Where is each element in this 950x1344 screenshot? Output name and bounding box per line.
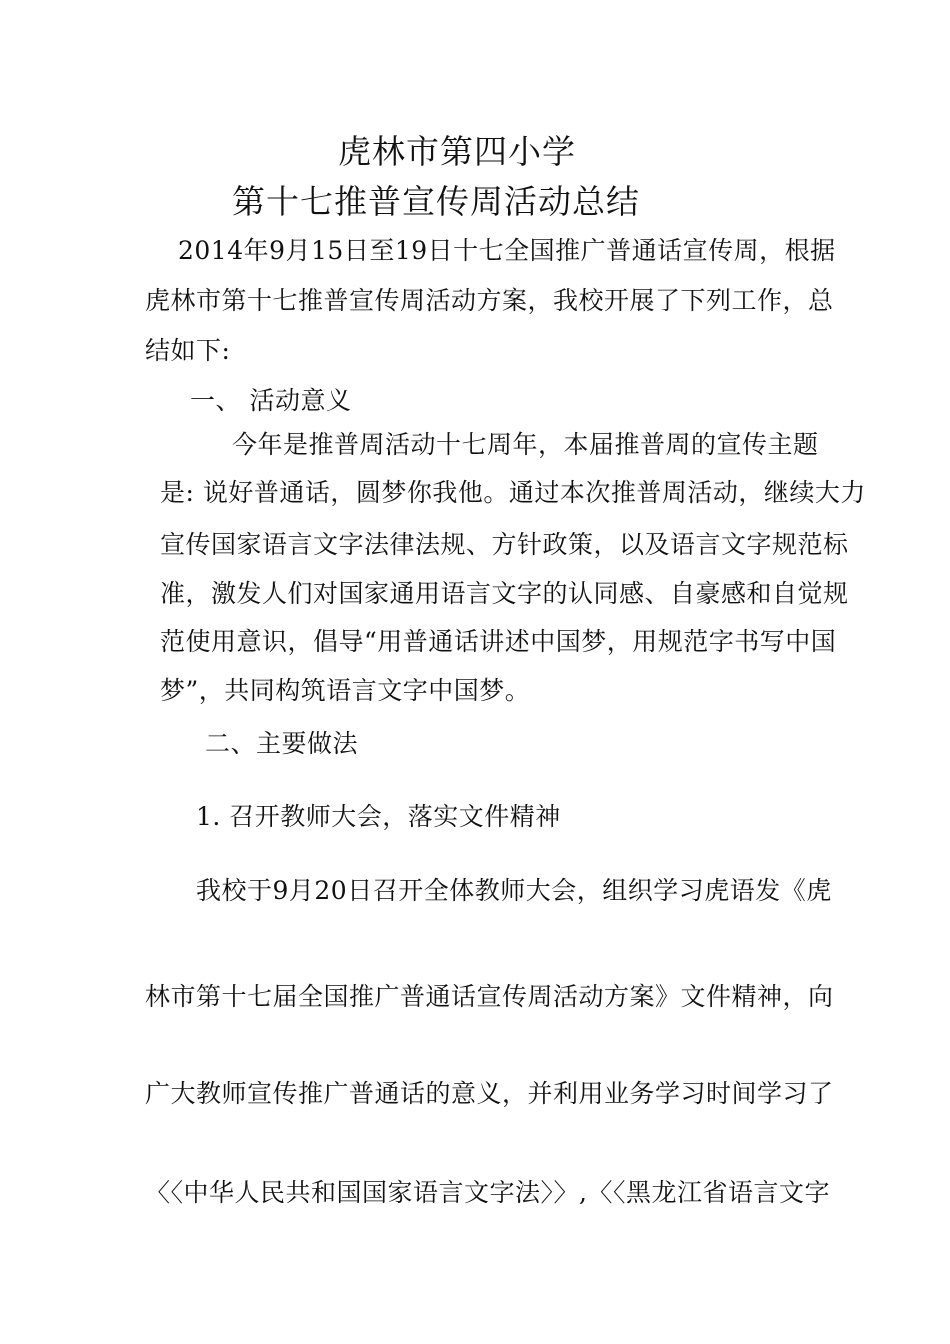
document-title-line2: 第十七推普宣传周活动总结	[232, 182, 640, 221]
intro-line: 结如下:	[145, 336, 231, 365]
section1-line: 是: 说好普通话，圆梦你我他。通过本次推普周活动，继续大力	[160, 478, 866, 507]
item1-line: 〈〈中华人民共和国国家语言文字法〉〉,〈〈黑龙江省语言文字	[145, 1178, 830, 1207]
item-heading-1: 1. 召开教师大会，落实文件精神	[196, 802, 561, 831]
section-heading-1: 一、 活动意义	[190, 386, 352, 415]
item1-line: 我校于9月20日召开全体教师大会，组织学习虎语发《虎	[196, 876, 832, 905]
section1-line: 准，激发人们对国家通用语言文字的认同感、自豪感和自觉规	[160, 579, 849, 608]
intro-line: 2014年9月15日至19日十七全国推广普通话宣传周，根据	[178, 236, 836, 265]
item1-line: 林市第十七届全国推广普通话宣传周活动方案》文件精神，向	[145, 982, 834, 1011]
document-title-line1: 虎林市第四小学	[338, 132, 576, 171]
section1-line: 今年是推普周活动十七周年，本届推普周的宣传主题	[232, 430, 819, 459]
section1-line: 范使用意识，倡导“用普通话讲述中国梦，用规范字书写中国	[160, 627, 837, 656]
section-heading-2: 二、主要做法	[205, 729, 359, 758]
section1-line: 宣传国家语言文字法律法规、方针政策，以及语言文字规范标	[160, 530, 849, 559]
section1-line: 梦”，共同构筑语言文字中国梦。	[160, 676, 531, 705]
item1-line: 广大教师宣传推广普通话的意义，并利用业务学习时间学习了	[145, 1079, 834, 1108]
intro-line: 虎林市第十七推普宣传周活动方案，我校开展了下列工作，总	[145, 286, 834, 315]
